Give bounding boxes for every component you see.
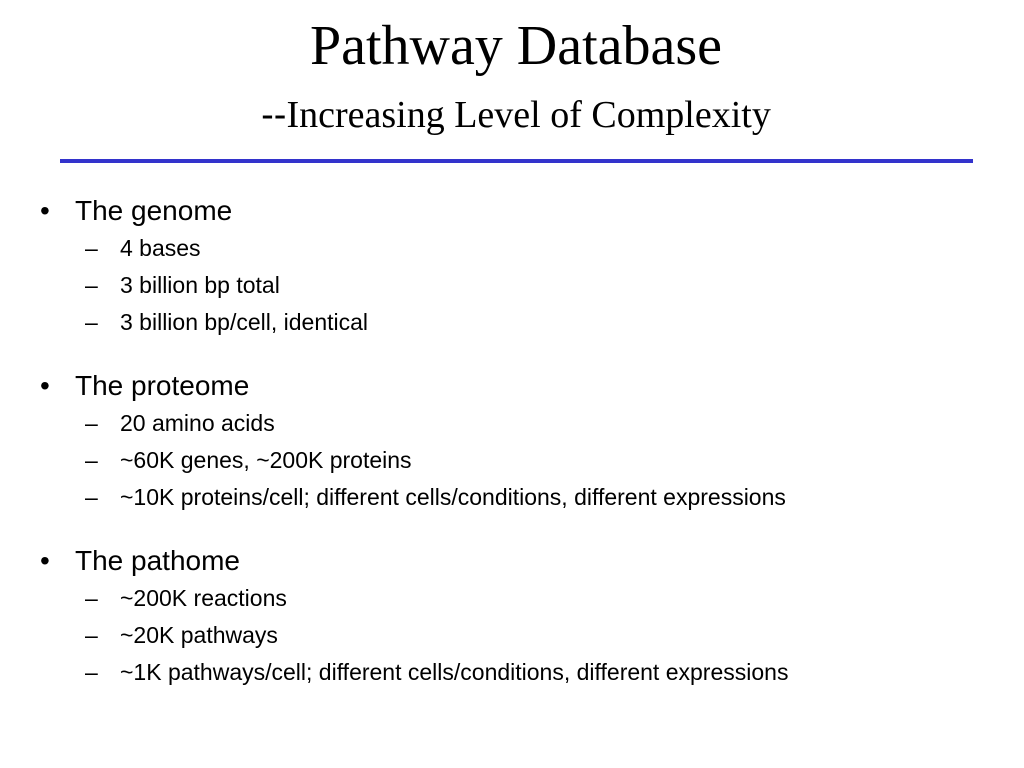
bullet-icon: • [40,545,50,576]
section-genome [40,192,1000,341]
section-pathome [40,542,1000,691]
dash-icon: – [85,410,98,436]
sub-bullet-text: 3 billion bp/cell, identical [120,309,369,335]
sub-bullet-text: ~200K reactions [120,585,287,611]
dash-icon: – [85,585,98,611]
sub-bullet [40,442,1000,479]
bullet-label: The pathome [75,545,240,576]
sub-bullet-text: 4 bases [120,235,201,261]
sub-bullet [40,654,1000,691]
sub-bullet-text: 20 amino acids [120,410,275,436]
bullet-pathome [40,542,1000,580]
dash-icon: – [85,272,98,298]
sub-bullet [40,479,1000,516]
title-divider [60,159,973,163]
title-main: Pathway Database [309,15,723,77]
bullet-genome [40,192,1000,230]
sub-bullet-text: 3 billion bp total [120,272,280,298]
sub-bullet [40,405,1000,442]
bullet-label: The proteome [75,370,250,401]
dash-icon: – [85,309,98,335]
sub-bullet-text: ~10K proteins/cell; different cells/conditions, different expressions [120,484,786,510]
dash-icon: – [85,447,98,473]
slide-content [40,192,1000,691]
bullet-icon: • [40,370,50,401]
dash-icon: – [85,622,98,648]
sub-list-pathome [40,580,1000,691]
dash-icon: – [85,659,98,685]
sub-bullet [40,617,1000,654]
bullet-icon: • [40,195,50,226]
dash-icon: – [85,484,98,510]
sub-bullet [40,580,1000,617]
bullet-label: The genome [75,195,233,226]
sub-bullet-text: ~20K pathways [120,622,278,648]
slide-title [60,14,972,134]
subtitle-text: Increasing Level of Complexity [286,94,771,136]
sub-list-genome [40,230,1000,341]
subtitle-dashes: -- [261,94,287,136]
dash-icon: – [85,235,98,261]
sub-bullet [40,230,1000,267]
sub-bullet-text: ~60K genes, ~200K proteins [120,447,412,473]
section-proteome [40,367,1000,516]
sub-list-proteome [40,405,1000,516]
bullet-proteome [40,367,1000,405]
title-subtitle [60,96,972,134]
sub-bullet [40,304,1000,341]
sub-bullet [40,267,1000,304]
sub-bullet-text: ~1K pathways/cell; different cells/conditions, different expressions [120,659,789,685]
